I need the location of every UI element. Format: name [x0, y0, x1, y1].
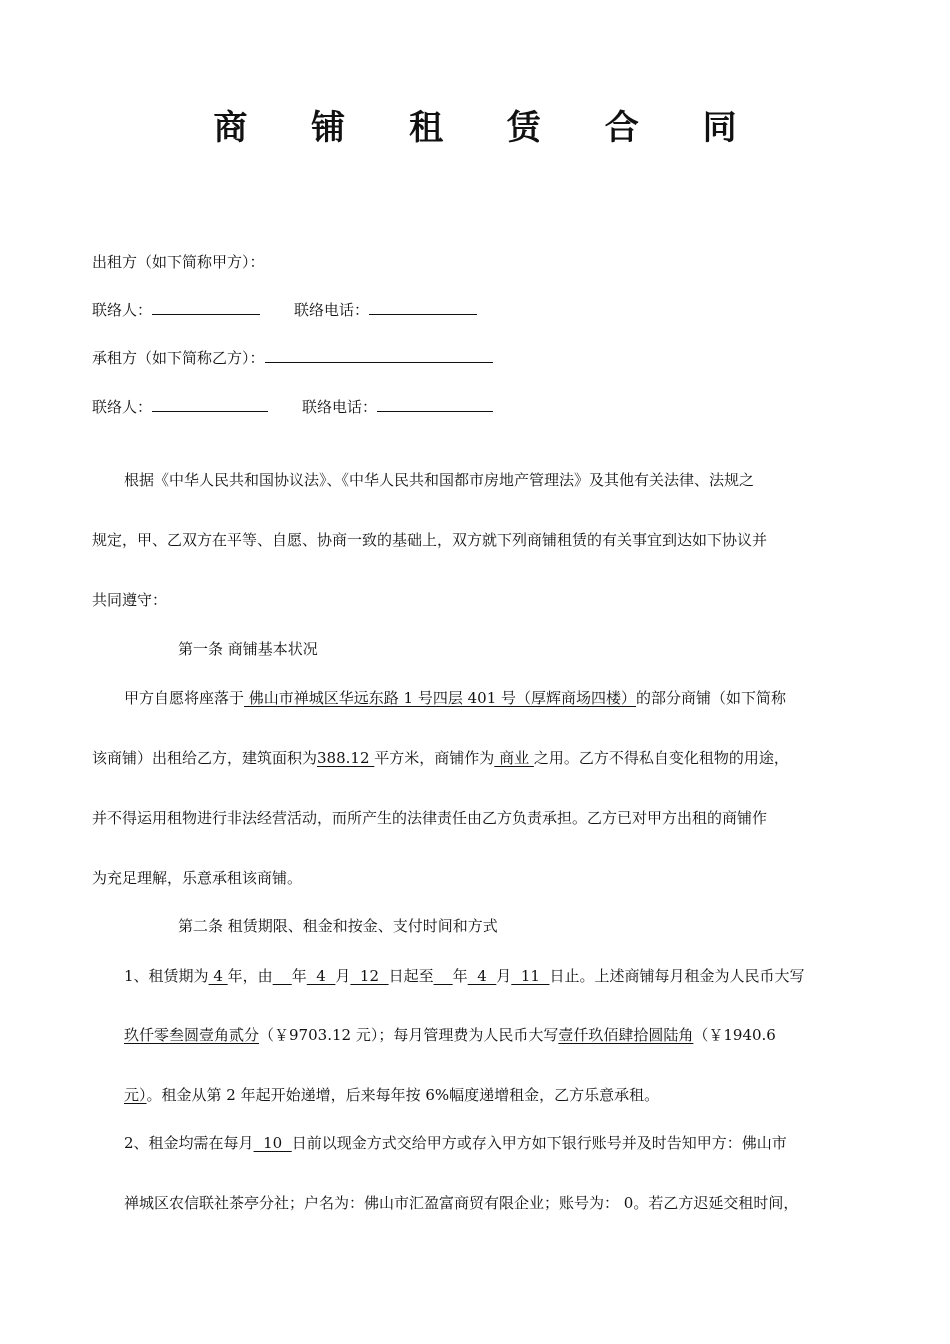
- start-year-blank: [273, 967, 292, 985]
- fee-in-words: 壹仟玖佰肆拾圆陆角: [558, 1026, 694, 1044]
- preamble-line: 规定，甲、乙双方在平等、自愿、协商一致的基础上，双方就下列商铺租赁的有关事宜到达如下协议并: [92, 531, 768, 549]
- premises-address: 佛山市禅城区华远东路 1 号四层 401 号（厚辉商场四楼）: [244, 689, 637, 707]
- lessee-name-blank: [265, 348, 493, 363]
- end-month: 4: [467, 967, 497, 985]
- article2-line: 元）。租金从第 2 年起开始递增，后来每年按 6%幅度递增租金，乙方乐意承租。: [124, 1086, 660, 1104]
- article1-line: 为充足理解，乐意承租该商铺。: [92, 869, 303, 887]
- fee-amount: （￥1940.6: [693, 1026, 776, 1044]
- lessee-label: 承租方（如下简称乙方）：: [92, 349, 265, 367]
- lessee-phone-blank: [377, 397, 493, 412]
- preamble-line: 根据《中华人民共和国协议法》、《中华人民共和国都市房地产管理法》及其他有关法律、法规之: [124, 471, 755, 489]
- article2-line: 禅城区农信联社茶亭分社；户名为：佛山市汇盈富商贸有限企业；账号为： 0。若乙方迟延交租时间，: [124, 1194, 799, 1212]
- article1-line: 并不得运用租物进行非法经营活动，而所产生的法律责任由乙方负责承担。乙方已对甲方出租的商铺作: [92, 809, 768, 827]
- start-month: 4: [306, 967, 336, 985]
- lease-years: 4: [208, 967, 228, 985]
- article2-line: 2、租金均需在每月 10 日前以现金方式交给甲方或存入甲方如下银行账号并及时告知甲方：佛山市: [124, 1134, 787, 1152]
- lessor-contact-blank: [152, 300, 260, 315]
- article2-heading: 第二条 租赁期限、租金和按金、支付时间和方式: [178, 917, 498, 935]
- rent-in-words: 玖仟零叁圆壹角贰分: [124, 1026, 260, 1044]
- lessee-contact-blank: [152, 397, 268, 412]
- lessor-label: 出租方（如下简称甲方）：: [92, 253, 265, 271]
- floor-area: 388.12: [317, 749, 375, 767]
- rent-amount: （￥9703.12 元）: [259, 1026, 379, 1044]
- article1-heading: 第一条 商铺基本状况: [178, 640, 318, 658]
- fee-unit: 元）: [124, 1086, 147, 1104]
- lessee-contact-label: 联络人：: [92, 398, 153, 416]
- preamble-line: 共同遵守：: [92, 591, 168, 609]
- lessee-contact-row: [92, 397, 493, 417]
- article1-line: 甲方自愿将座落于 佛山市禅城区华远东路 1 号四层 401 号（厚辉商场四楼）的部分商铺（如下简称: [124, 689, 787, 707]
- lessor-contact-row: [92, 300, 477, 320]
- lessor-phone-blank: [369, 300, 477, 315]
- payment-day: 10: [253, 1134, 292, 1152]
- article2-line: 玖仟零叁圆壹角贰分（￥9703.12 元）；每月管理费为人民币大写壹仟玖佰肆拾圆陆角（￥1940.6: [124, 1026, 776, 1044]
- lessor-phone-label: 联络电话：: [294, 301, 370, 319]
- premises-use: 商业: [494, 749, 534, 767]
- article2-line: 1、租赁期为 4 年，由 年 4 月 12 日起至 年 4 月 11 日止。上述商铺每月租金为人民币大写: [124, 967, 805, 985]
- start-day: 12: [350, 967, 389, 985]
- end-day: 11: [511, 967, 550, 985]
- lessee-row: [92, 348, 493, 368]
- article1-line: 该商铺）出租给乙方，建筑面积为388.12 平方米，商铺作为 商业 之用。乙方不得私自变化租物的用途，: [92, 749, 789, 767]
- end-year-blank: [434, 967, 453, 985]
- lessee-phone-label: 联络电话：: [302, 398, 378, 416]
- page-title: 商 铺 租 赁 合 同: [213, 108, 763, 148]
- lessor-contact-label: 联络人：: [92, 301, 153, 319]
